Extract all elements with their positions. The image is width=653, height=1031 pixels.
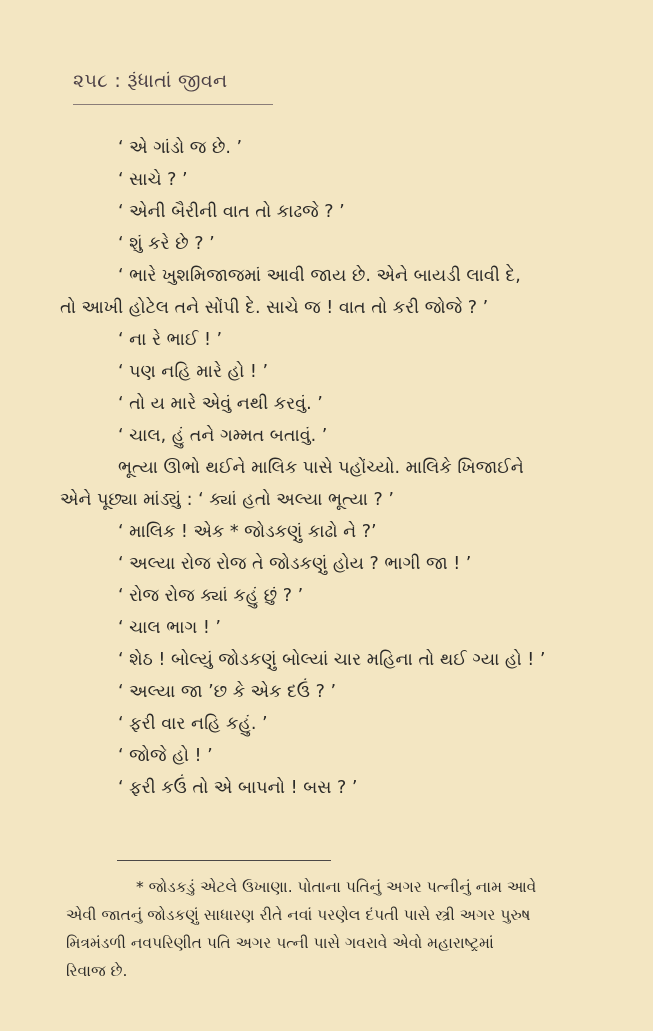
footnote-line: * જોડકડું એટલે ઉખાણા. પોતાના પતિનું અગર પત્નીનું નામ આવે xyxy=(136,878,537,896)
dialogue-line: ‘ એ ગાંડો જ છે. ’ xyxy=(118,138,243,158)
dialogue-line: ‘ ચાલ ભાગ ! ’ xyxy=(118,618,221,638)
dialogue-line: ‘ ફરી કઉં તો એ બાપનો ! બસ ? ’ xyxy=(118,778,358,798)
running-header: ૨૫૮ : રૂંધાતાં જીવન xyxy=(73,70,228,92)
dialogue-line: ‘ સાચે ? ’ xyxy=(118,170,188,190)
dialogue-line: ‘ તો ય મારે એવું નથી કરવું. ’ xyxy=(118,394,323,414)
paragraph-line: ભૂત્યા ઊભો થઈને માલિક પાસે પહોંચ્યો. માલિકે ખિજાઈને xyxy=(118,458,524,478)
header-underline xyxy=(73,104,273,105)
dialogue-line: ‘ ફરી વાર નહિ કહું. ’ xyxy=(118,714,268,734)
paragraph-line: એને પૂછ્યા માંડ્યું : ‘ ક્યાં હતો અલ્યા ભૂત્યા ? ’ xyxy=(60,490,394,510)
dialogue-line: ‘ શું કરે છે ? ’ xyxy=(118,234,215,254)
dialogue-line: ‘ ચાલ, હું તને ગમ્મત બતાવું. ’ xyxy=(118,426,328,446)
dialogue-line: ‘ ના રે ભાઈ ! ’ xyxy=(118,330,223,350)
footnote-divider xyxy=(117,860,331,861)
dialogue-line: ‘ અલ્યા જા ’છ કે એક દઉં ? ’ xyxy=(118,682,337,702)
dialogue-line: ‘ રોજ રોજ ક્યાં કહું છું ? ’ xyxy=(118,586,304,606)
dialogue-line: ‘ અલ્યા રોજ રોજ તે જોડકણું હોય ? ભાગી જા ! ’ xyxy=(118,554,472,574)
paragraph-line: તો આખી હોટેલ તને સોંપી દે. સાચે જ ! વાત તો કરી જોજે ? ’ xyxy=(60,298,489,318)
dialogue-line: ‘ જોજે હો ! ’ xyxy=(118,746,213,766)
footnote-line: એવી જાતનું જોડકણું સાધારણ રીતે નવાં પરણેલ દંપતી પાસે સ્ત્રી અગર પુરુષ xyxy=(66,906,531,924)
footnote-line: રિવાજ છે. xyxy=(66,962,128,980)
paragraph-line: ‘ ભારે ખુશમિજાજમાં આવી જાય છે. એને બાયડી લાવી દે, xyxy=(118,266,521,286)
dialogue-line: ‘ શેઠ ! બોલ્યું જોડકણું બોલ્યાં ચાર મહિના તો થઈ ગ્યા હો ! ’ xyxy=(118,650,546,670)
footnote-line: મિત્રમંડળી નવપરિણીત પતિ અગર પત્ની પાસે ગવરાવે એવો મહારાષ્ટ્રમાં xyxy=(66,934,494,952)
dialogue-line: ‘ માલિક ! એક * જોડકણું કાઢો ને ?’ xyxy=(118,522,377,542)
dialogue-line: ‘ પણ નહિ મારે હો ! ’ xyxy=(118,362,269,382)
dialogue-line: ‘ એની બૈરીની વાત તો કાઢજે ? ’ xyxy=(118,202,345,222)
